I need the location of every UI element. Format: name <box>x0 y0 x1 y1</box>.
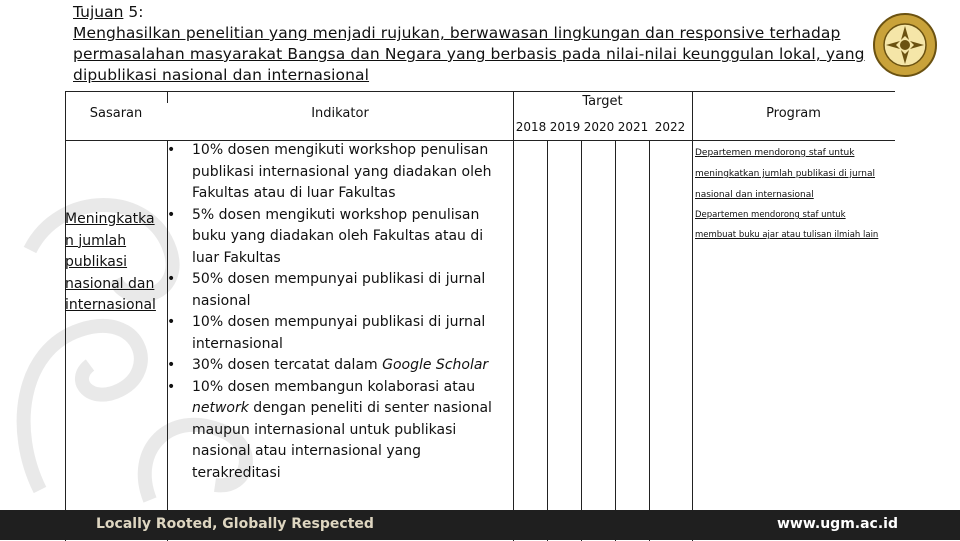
indikator-line: • 10% dosen membangun kolaborasi atau <box>192 378 476 395</box>
sasaran-line: Meningkatka <box>65 211 155 227</box>
title-description-line-1: Menghasilkan penelitian yang menjadi rujukan, berwawasan lingkungan dan responsive terhadap <box>73 24 841 42</box>
program-line: membuat buku ajar atau tulisan ilmiah lain <box>695 230 879 240</box>
program-item-2 <box>695 205 895 245</box>
indikator-line: Fakultas atau di luar Fakultas <box>192 185 396 201</box>
indikator-line: • 30% dosen tercatat dalam Google Scholar <box>192 357 489 373</box>
indikator-item <box>167 205 507 270</box>
year-2022: 2022 <box>654 120 686 134</box>
targets-table <box>65 91 895 541</box>
slide-title <box>73 2 873 86</box>
year-2020: 2020 <box>583 120 615 134</box>
indikator-line: luar Fakultas <box>192 249 281 266</box>
year-2018: 2018 <box>515 120 547 134</box>
program-item-1 <box>695 143 895 206</box>
sasaran-line: n jumlah <box>65 232 127 249</box>
indikator-item <box>167 355 507 377</box>
header-program: Program <box>766 106 821 121</box>
program-line: Departemen mendorong staf untuk <box>695 210 846 220</box>
indikator-item <box>167 140 507 205</box>
indikator-line: network dengan peneliti di senter nasional <box>192 400 492 416</box>
year-2019: 2019 <box>549 120 581 134</box>
indikator-item <box>167 377 507 485</box>
indikator-line: publikasi internasional yang diadakan oleh <box>192 163 492 180</box>
indikator-line: nasional atau internasional yang <box>192 443 421 459</box>
sasaran-cell <box>65 209 167 317</box>
university-seal-icon <box>872 12 938 78</box>
title-description-line-2: permasalahan masyarakat Bangsa dan Negara yang berbasis pada nilai-nilai keunggulan lokal, yang <box>73 45 865 63</box>
indikator-line: nasional <box>192 292 251 309</box>
indikator-line: maupun internasional untuk publikasi <box>192 421 457 438</box>
sasaran-line: internasional <box>65 297 156 313</box>
sasaran-line: nasional dan <box>65 275 155 292</box>
footer-bar <box>0 510 960 540</box>
indikator-list <box>167 140 507 484</box>
program-line: nasional dan internasional <box>695 190 814 200</box>
indikator-line: • 50% dosen mempunyai publikasi di jurnal <box>192 271 486 287</box>
indikator-item <box>167 269 507 312</box>
footer-website-link[interactable]: www.ugm.ac.id <box>776 516 898 532</box>
indikator-line: internasional <box>192 335 283 352</box>
title-number: 5: <box>128 3 144 21</box>
indikator-line: • 5% dosen mengikuti workshop penulisan <box>192 206 480 223</box>
indikator-line: terakreditasi <box>192 464 281 481</box>
program-line: Departemen mendorong staf untuk <box>695 148 855 158</box>
header-sasaran: Sasaran <box>89 106 143 121</box>
title-label: Tujuan <box>73 3 124 21</box>
header-indikator: Indikator <box>311 106 369 121</box>
indikator-item <box>167 312 507 355</box>
program-line: meningkatkan jumlah publikasi di jurnal <box>695 169 875 179</box>
indikator-line: buku yang diadakan oleh Fakultas atau di <box>192 228 484 244</box>
header-target: Target <box>582 94 623 109</box>
sasaran-line: publikasi <box>65 254 128 270</box>
indikator-line: • 10% dosen mengikuti workshop penulisan <box>192 142 489 158</box>
footer-slogan: Locally Rooted, Globally Respected <box>96 516 374 532</box>
indikator-line: • 10% dosen mempunyai publikasi di jurnal <box>192 314 486 330</box>
year-2021: 2021 <box>617 120 649 134</box>
title-description-line-3: dipublikasi nasional dan internasional <box>73 66 370 84</box>
